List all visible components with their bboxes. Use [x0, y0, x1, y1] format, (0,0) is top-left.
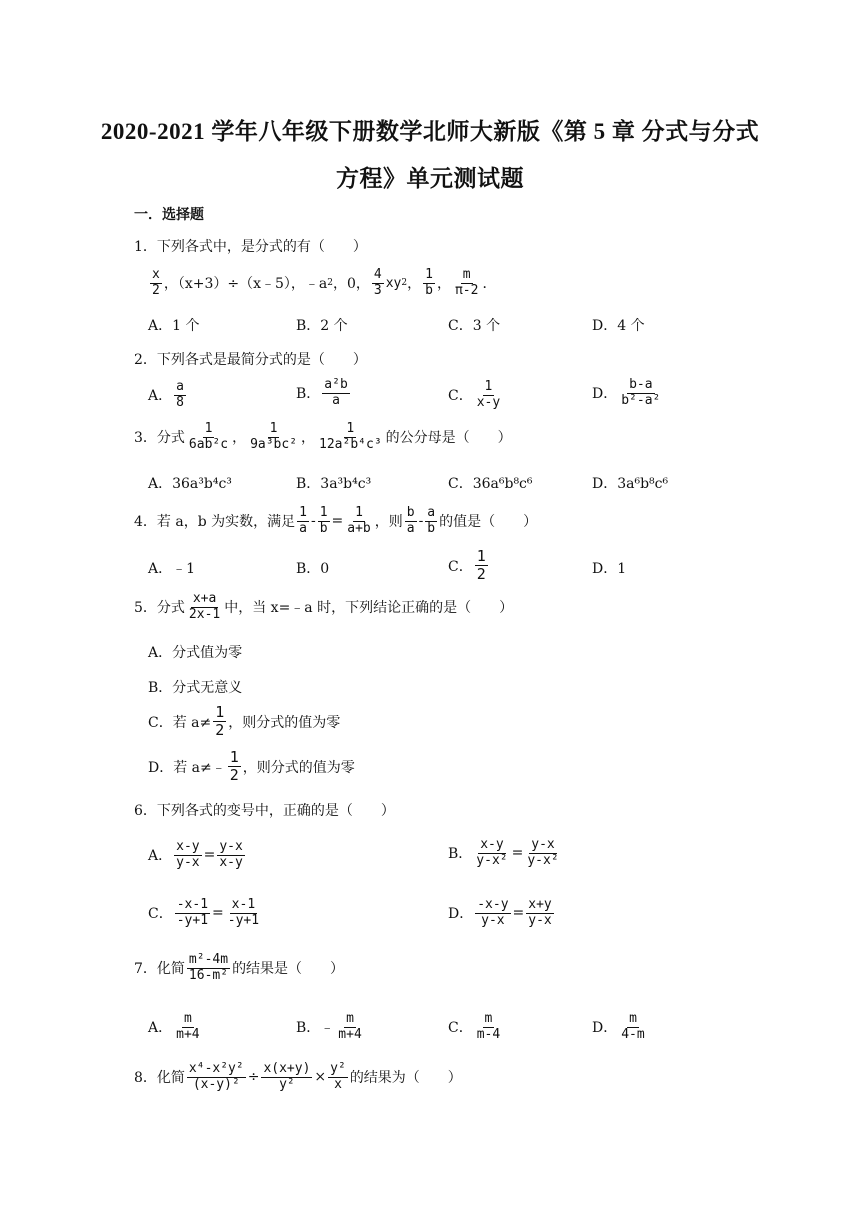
question-1-expression: $\frac{x}{2}$ ，（x+3）÷（x﹣5），﹣a 2 ，0， $\frac{4}{3}$ xy 2 ， $\frac{1}{b}$ ， $\frac{m}{\pi-2}$ ．	[152, 267, 497, 298]
denominator: 8	[176, 394, 184, 410]
fraction	[318, 506, 330, 537]
stem-text: 5．分式	[134, 600, 185, 617]
denominator: b	[427, 520, 436, 536]
fraction	[345, 506, 372, 537]
fraction	[526, 898, 553, 929]
denominator: y-x	[481, 912, 505, 928]
fraction	[187, 953, 230, 984]
option-label: D．	[448, 906, 474, 923]
numerator: 1	[299, 505, 307, 520]
fraction	[405, 506, 417, 537]
expr-text: xy	[385, 275, 402, 291]
numerator: b	[406, 505, 415, 520]
option-label: A．	[148, 848, 173, 865]
stem-text: 的结果是（ ）	[232, 961, 345, 978]
option-label: C．	[448, 1020, 473, 1037]
section-heading: 一．选择题	[134, 207, 204, 223]
q1-option-b[interactable]: B．2 个	[296, 318, 348, 334]
fraction	[328, 1062, 348, 1093]
numerator: b-a	[629, 377, 653, 392]
fraction	[248, 422, 299, 453]
operator: -	[418, 513, 424, 530]
option-label: B．	[296, 386, 321, 403]
denominator: a+b	[347, 520, 371, 536]
numerator: x-1	[231, 897, 256, 912]
q6-option-a[interactable]	[148, 840, 247, 871]
denominator: y²	[279, 1076, 295, 1092]
expr-text: ，	[436, 276, 451, 293]
q3-option-a[interactable]: A．36a³b⁴c³	[148, 476, 232, 492]
stem-text: 的值是（ ）	[439, 514, 538, 531]
denominator: b	[425, 282, 433, 298]
option-text: ，则分式的值为零	[242, 759, 355, 776]
fraction	[619, 1012, 646, 1043]
option-text: D．若 a≠﹣	[148, 759, 226, 776]
stem-text: ，	[232, 430, 247, 447]
numerator: 1	[355, 505, 363, 520]
q5-option-d[interactable]	[148, 749, 355, 785]
fraction	[453, 268, 480, 299]
denominator: 2	[215, 721, 225, 740]
fraction	[261, 1062, 312, 1093]
operator: -	[310, 513, 316, 530]
stem-text: 的公分母是（ ）	[385, 430, 512, 447]
q4-option-a[interactable]: A．﹣1	[148, 561, 196, 577]
numerator: x+y	[528, 897, 552, 912]
document-title-line1: 2020-2021 学年八年级下册数学北师大新版《第 5 章 分式与分式	[100, 119, 760, 144]
q4-option-b[interactable]: B．0	[296, 561, 330, 577]
numerator: m	[484, 1011, 493, 1026]
denominator: 4-m	[621, 1026, 645, 1042]
denominator: -y+1	[227, 912, 260, 928]
denominator: y-x	[528, 912, 552, 928]
stem-text: 3．分式	[134, 430, 185, 447]
fraction	[187, 592, 222, 623]
denominator: 12a²b⁴c³	[319, 436, 382, 452]
numerator: 1	[215, 703, 225, 721]
question-8-stem	[134, 1062, 462, 1093]
q3-option-c[interactable]: C．36a⁶b⁸c⁶	[448, 476, 533, 492]
stem-text: 4．若 a，b 为实数，满足	[134, 514, 296, 531]
denominator: (x-y)²	[192, 1076, 240, 1092]
numerator: x-y	[480, 837, 504, 852]
denominator: x-y	[219, 854, 243, 870]
q5-option-c[interactable]	[148, 704, 340, 740]
denominator: 2	[229, 766, 239, 785]
denominator: -y+1	[176, 912, 209, 928]
q5-option-a[interactable]: A．分式值为零	[148, 645, 243, 661]
numerator: m	[462, 267, 471, 282]
denominator: b²-a²	[621, 392, 661, 408]
fraction	[175, 898, 210, 929]
q4-option-c[interactable]	[448, 548, 490, 584]
denominator: y-x	[176, 854, 200, 870]
denominator: a	[332, 392, 340, 408]
operator: =	[212, 905, 224, 922]
numerator: m	[183, 1011, 192, 1026]
numerator: -x-1	[176, 897, 209, 912]
numerator: 1	[269, 421, 278, 436]
option-label: B．	[448, 846, 473, 863]
q2-option-a[interactable]	[148, 380, 188, 411]
q1-option-c[interactable]: C．3 个	[448, 318, 501, 334]
fraction	[474, 838, 509, 869]
q7-option-c[interactable]	[448, 1012, 504, 1043]
option-label: D．	[592, 386, 618, 403]
option-text: C．若 a≠	[148, 714, 212, 731]
fraction	[317, 422, 384, 453]
numerator: m	[629, 1011, 637, 1026]
numerator: 1	[319, 505, 328, 520]
numerator: x(x+y)	[263, 1061, 311, 1076]
denominator: 2	[476, 565, 486, 584]
denominator: x-y	[476, 394, 501, 410]
fraction	[174, 380, 186, 411]
fraction	[425, 506, 437, 537]
numerator: m²-4m	[188, 952, 229, 967]
numerator: 1	[484, 379, 493, 394]
denominator: 2	[152, 282, 160, 298]
expr-text: ．	[482, 276, 497, 293]
numerator: y-x	[219, 839, 243, 854]
denominator: y-x²	[476, 852, 508, 868]
numerator: a	[176, 379, 184, 394]
q2-option-b[interactable]	[296, 378, 352, 409]
q3-option-b[interactable]: B．3a³b⁴c³	[296, 476, 372, 492]
stem-text: 的结果为（ ）	[349, 1070, 462, 1087]
operator: =	[203, 847, 216, 864]
q2-option-d[interactable]	[592, 378, 664, 409]
numerator: 1	[204, 421, 213, 436]
q5-option-b[interactable]: B．分式无意义	[148, 680, 243, 696]
denominator: 3	[373, 282, 382, 298]
denominator: m-4	[476, 1026, 501, 1042]
q1-option-a[interactable]: A．1 个	[148, 318, 200, 334]
denominator: 9a³bc²	[250, 436, 298, 452]
q7-option-a[interactable]	[148, 1012, 204, 1043]
fraction	[228, 749, 241, 785]
denominator: x	[334, 1076, 342, 1092]
question-1-stem: 1．下列各式中，是分式的有（ ）	[134, 239, 367, 255]
q6-option-b[interactable]	[448, 838, 563, 869]
expr-text: ，	[407, 276, 422, 293]
option-text: ，则分式的值为零	[228, 714, 341, 731]
option-label: A．	[148, 1020, 173, 1037]
fraction	[187, 1062, 246, 1093]
fraction	[213, 704, 226, 740]
fraction	[150, 268, 162, 299]
fraction	[217, 840, 244, 871]
fraction	[174, 840, 201, 871]
stem-text: ，则	[374, 514, 403, 531]
operator: ÷	[247, 1069, 260, 1086]
question-7-stem	[134, 953, 344, 984]
expr-text: ，（x+3）÷（x﹣5），﹣a	[163, 276, 328, 293]
fraction	[322, 378, 349, 409]
q3-option-d[interactable]: D．3a⁶b⁸c⁶	[592, 476, 669, 492]
numerator: 1	[229, 748, 239, 766]
stem-text: 8．化简	[134, 1070, 185, 1087]
numerator: 1	[476, 547, 486, 565]
q6-option-d[interactable]	[448, 898, 556, 929]
numerator: x-y	[176, 839, 200, 854]
option-label: C．	[148, 906, 173, 923]
operator: ×	[314, 1069, 327, 1086]
numerator: m	[346, 1011, 354, 1026]
option-label: B．﹣	[296, 1020, 335, 1037]
fraction	[475, 380, 502, 411]
stem-text: 7．化简	[134, 961, 185, 978]
option-label: C．	[448, 558, 473, 575]
numerator: x	[152, 267, 160, 282]
question-4-stem	[134, 506, 537, 537]
fraction	[372, 268, 384, 299]
denominator: y-x²	[527, 852, 559, 868]
question-3-stem	[134, 422, 512, 453]
q6-option-c[interactable]	[148, 898, 263, 929]
denominator: a	[406, 520, 415, 536]
numerator: 1	[425, 267, 433, 282]
numerator: -x-y	[477, 897, 509, 912]
numerator: y-x	[531, 837, 555, 852]
fraction	[336, 1012, 363, 1043]
question-2-stem: 2．下列各式是最简分式的是（ ）	[134, 352, 367, 368]
denominator: a	[299, 520, 307, 536]
fraction	[297, 506, 309, 537]
denominator: 2x-1	[188, 606, 221, 622]
denominator: 6ab²c	[188, 436, 229, 452]
operator: =	[511, 845, 524, 862]
question-6-stem: 6．下列各式的变号中，正确的是（ ）	[134, 803, 395, 819]
numerator: x⁴-x²y²	[188, 1061, 244, 1076]
question-5-stem	[134, 592, 513, 623]
numerator: a²b	[324, 377, 348, 392]
fraction	[475, 548, 488, 584]
fraction	[475, 1012, 502, 1043]
denominator: π-2	[454, 282, 479, 298]
option-label: A．	[148, 388, 173, 405]
fraction	[525, 838, 560, 869]
fraction	[226, 898, 261, 929]
numerator: x+a	[192, 591, 217, 606]
denominator: m+4	[338, 1026, 362, 1042]
option-label: C．	[448, 388, 473, 405]
fraction	[619, 378, 662, 409]
numerator: 4	[373, 267, 382, 282]
numerator: a	[427, 505, 436, 520]
option-label: D．	[592, 1020, 618, 1037]
q7-option-d[interactable]	[592, 1012, 649, 1043]
operator: =	[331, 513, 344, 530]
q4-option-d[interactable]: D．1	[592, 561, 627, 577]
numerator: 1	[346, 421, 355, 436]
operator: =	[512, 905, 525, 922]
denominator: 16-m²	[188, 967, 229, 983]
q1-option-d[interactable]: D．4 个	[592, 318, 645, 334]
denominator: b	[319, 520, 328, 536]
stem-text: ，	[301, 430, 316, 447]
expr-text: ，0，	[332, 276, 370, 293]
numerator: y²	[330, 1061, 346, 1076]
document-title-line2: 方程》单元测试题	[336, 166, 524, 191]
q2-option-c[interactable]	[448, 380, 504, 411]
fraction	[174, 1012, 201, 1043]
fraction	[475, 898, 510, 929]
fraction	[187, 422, 230, 453]
denominator: m+4	[176, 1026, 200, 1042]
stem-text: 中，当 x=﹣a 时，下列结论正确的是（ ）	[224, 600, 514, 617]
fraction	[423, 268, 435, 299]
q7-option-b[interactable]	[296, 1012, 366, 1043]
